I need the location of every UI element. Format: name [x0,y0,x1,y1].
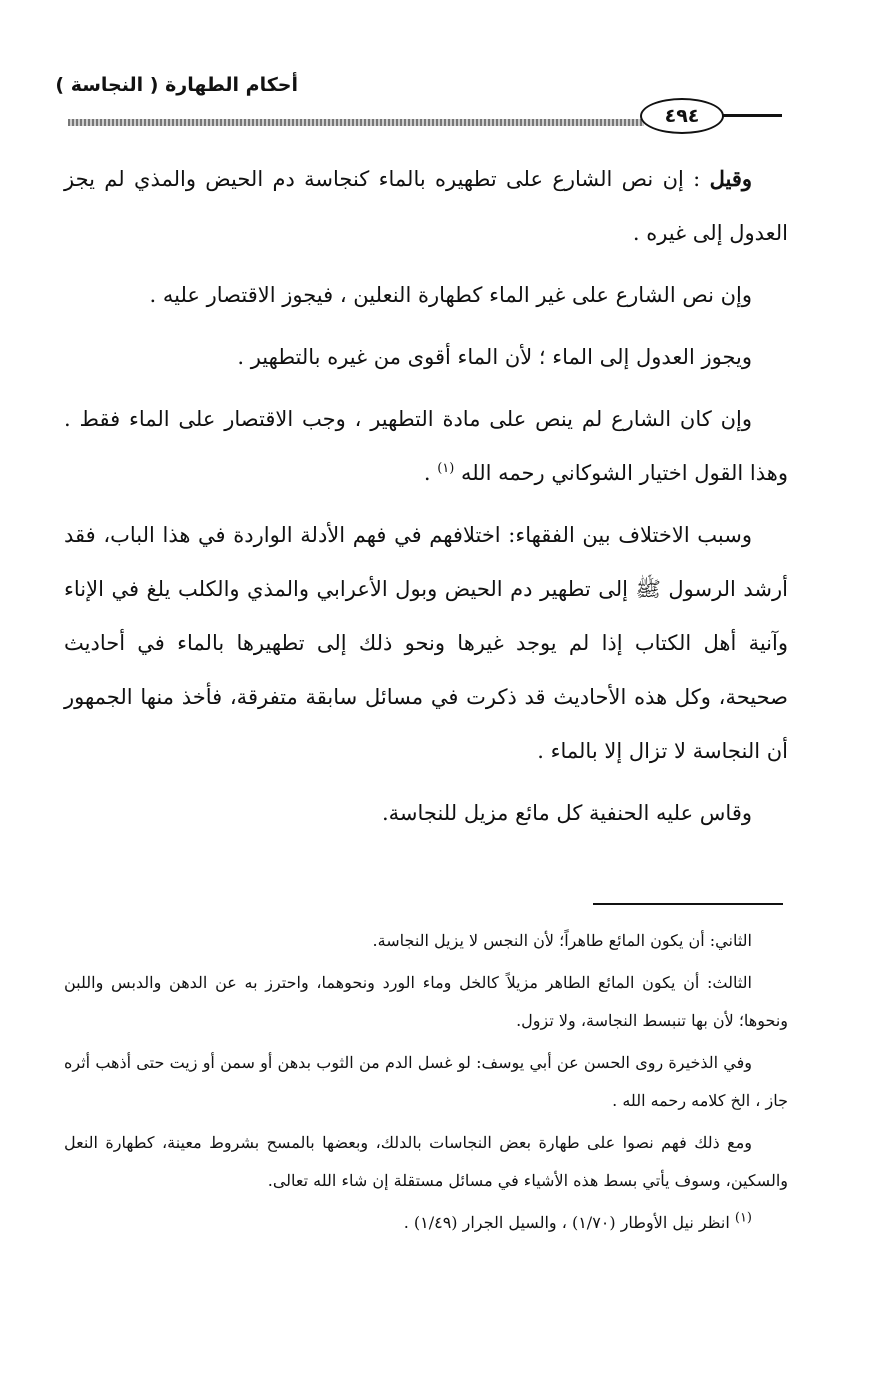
paragraph-1-text: : إن نص الشارع على تطهيره بالماء كنجاسة دم الحيض والمذي لم يجز العدول إلى غيره . [64,167,788,245]
paragraph-1 [64,152,788,260]
footnotes [64,922,788,1246]
paragraph-5: وسبب الاختلاف بين الفقهاء: اختلافهم في فهم الأدلة الواردة في هذا الباب، فقد أرشد الرسول ﷺ إلى تطهير دم الحيض وبول الأعرابي والمذي والكلب يلغ في الإناء وآنية أهل الكتاب إذا لم يوجد غيرها ونحو ذلك إلى تطهيرها بالماء في أحاديث صحيحة، وكل هذه الأحاديث قد ذكرت في مسائل سابقة متفرقة، فأخذ منها الجمهور أن النجاسة لا تزال إلا بالماء . [64,523,788,763]
footnote-reference: (١) [437,461,455,476]
footnote-marker: (١) [734,1210,752,1226]
header-rule-short [718,114,782,117]
header-rule [68,119,644,126]
paragraph-3: ويجوز العدول إلى الماء ؛ لأن الماء أقوى من غيره بالتطهير . [237,345,752,369]
footnote-continuation-2: الثالث: أن يكون المائع الطاهر مزيلاً كالخل وماء الورد ونحوهما، واحترز به عن الدهن والدبس واللبن ونحوها؛ لأن بها تنبسط النجاسة، ولا تزول. [64,973,788,1030]
running-header-title: أحكام الطهارة ( النجاسة ) [55,74,298,96]
main-text [64,152,788,848]
footnote-1 [64,1204,788,1242]
paragraph-4 [64,392,788,500]
paragraph-2: وإن نص الشارع على غير الماء كطهارة النعلين ، فيجوز الاقتصار عليه . [149,283,752,307]
page-number: ٤٩٤ [640,98,724,134]
footnote-1-text: انظر نيل الأوطار (١/٧٠) ، والسيل الجرار (١/٤٩) . [403,1213,730,1232]
paragraph-keyword: وقيل [709,166,752,191]
footnote-separator [593,903,783,905]
footnote-continuation-4: ومع ذلك فهم نصوا على طهارة بعض النجاسات بالدلك، وبعضها بالمسح بشروط معينة، كطهارة النعل والسكين، وسوف يأتي بسط هذه الأشياء في مسائل مستقلة إن شاء الله تعالى. [64,1133,788,1190]
footnote-continuation-1: الثاني: أن يكون المائع طاهراً؛ لأن النجس لا يزيل النجاسة. [372,931,752,950]
footnote-continuation-3: وفي الذخيرة روى الحسن عن أبي يوسف: لو غسل الدم من الثوب بدهن أو سمن أو زيت حتى أذهب أثره جاز ، الخ كلامه رحمه الله . [64,1053,788,1110]
paragraph-6: وقاس عليه الحنفية كل مائع مزيل للنجاسة. [381,801,752,825]
paragraph-4-text: وإن كان الشارع لم ينص على مادة التطهير ، وجب الاقتصار على الماء فقط . وهذا القول اختيار الشوكاني رحمه الله [64,407,788,485]
paragraph-4-end: . [423,461,438,485]
